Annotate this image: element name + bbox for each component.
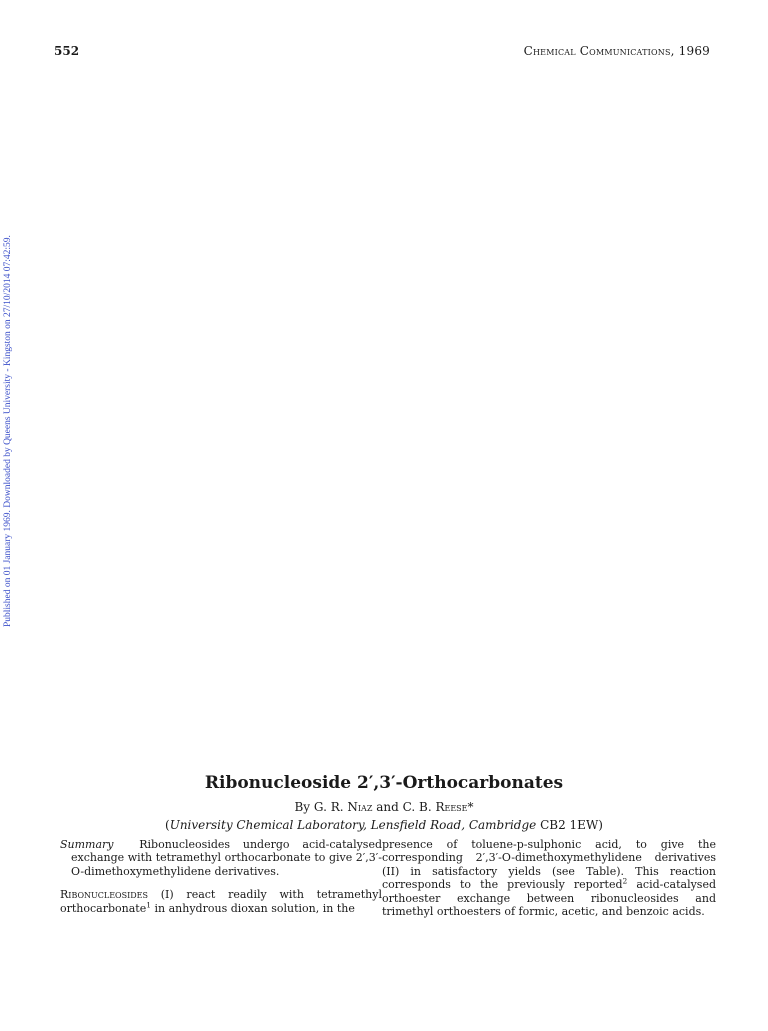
body-paragraph-right — [382, 838, 716, 918]
body-left-text-2: in anhydrous dioxan solution, in the — [154, 901, 355, 915]
download-notice-link[interactable]: Published on 01 January 1969. Downloaded by Queens University - Kingston on 27/10/2014 07:42:59. — [3, 235, 13, 627]
body-right-text-1: presence of toluene-p-sulphonic acid, to give the corresponding 2′,3′-O-dimethoxymethylidene derivatives (II) in satisfactory yields (see Table). This reaction corresponds to the previously reported — [382, 838, 716, 892]
text-column-right — [382, 838, 716, 918]
author2-name: Reese* — [435, 800, 474, 814]
running-head: Chemical Communications, 1969 — [523, 44, 710, 58]
body-paragraph-left — [60, 888, 382, 915]
summary-text: Ribonucleosides undergo acid-catalysed exchange with tetramethyl orthocarbonate to give 2′,3′-O-dimethoxymethylidene derivatives. — [71, 838, 383, 878]
affiliation-code: CB2 1EW) — [540, 818, 603, 832]
affiliation-institution: University Chemical Laboratory, Lensfield Road, Cambridge — [169, 818, 537, 832]
summary-label: Summary — [60, 838, 114, 851]
reference-1: 1 — [146, 899, 152, 909]
article-title: Ribonucleoside 2′,3′-Orthocarbonates — [204, 773, 564, 793]
reference-2: 2 — [622, 876, 628, 886]
byline-prefix: By — [294, 800, 311, 814]
byline-and: and — [376, 800, 399, 814]
summary-paragraph — [60, 838, 382, 878]
affiliation — [0, 818, 768, 832]
body-lead-word: Ribonucleosides — [60, 888, 148, 902]
byline — [0, 800, 768, 814]
author1-initials: G. R. — [313, 800, 344, 814]
page-number: 552 — [54, 44, 80, 58]
body-left-text-1: (I) react readily with tetramethyl orthocarbonate — [60, 888, 382, 915]
author1-name: Niaz — [347, 800, 373, 814]
text-column-left — [60, 838, 382, 915]
body-right-text-2: acid-catalysed orthoester exchange between ribonucleosides and trimethyl orthoesters of formic, acetic, and benzoic acids. — [382, 878, 716, 919]
affiliation-open: ( — [165, 818, 170, 832]
author2-initials: C. B. — [402, 800, 432, 814]
